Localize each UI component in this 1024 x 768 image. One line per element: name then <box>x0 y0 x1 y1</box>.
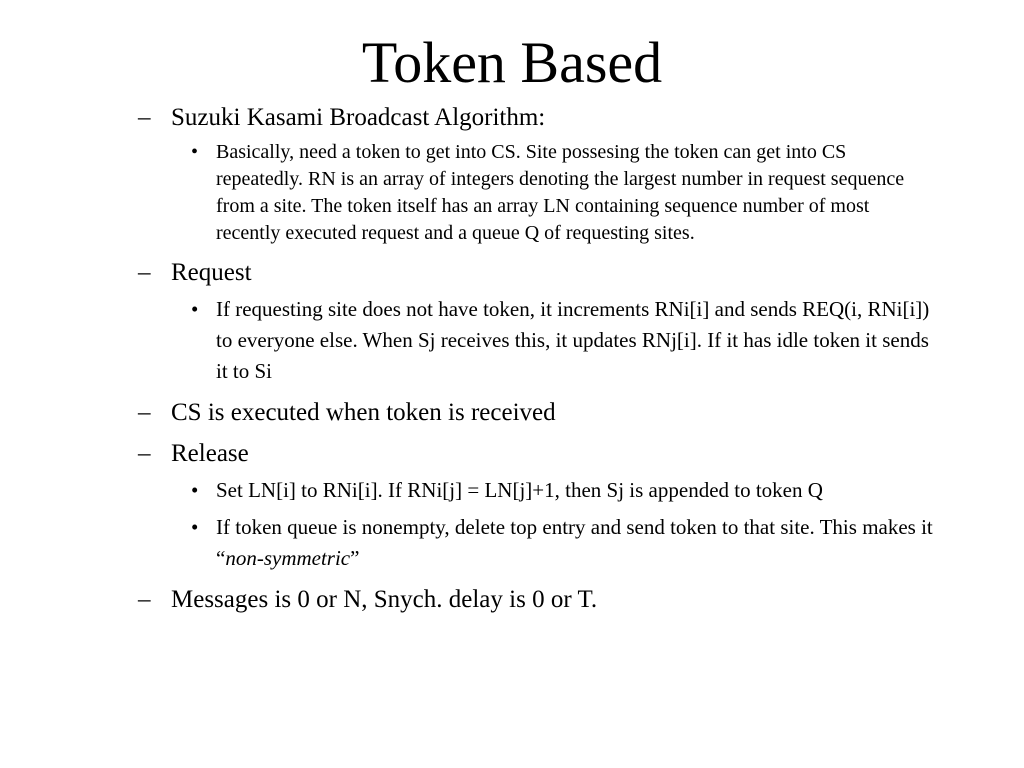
sub-list-item <box>171 512 938 574</box>
list-item <box>138 397 938 428</box>
bullet-dot: • <box>191 515 199 539</box>
item-text: Suzuki Kasami Broadcast Algorithm: <box>171 104 546 131</box>
emphasis-suffix: ” <box>350 546 360 570</box>
sub-list <box>171 139 938 247</box>
sub-list <box>171 475 938 574</box>
bullet-dot: • <box>191 478 199 502</box>
sub-list <box>171 294 938 387</box>
slide-content <box>138 102 938 615</box>
sub-item-text-wrapper <box>216 512 938 574</box>
dash-bullet: – <box>138 104 151 131</box>
dash-bullet: – <box>138 399 151 426</box>
item-text: Release <box>171 440 249 467</box>
dash-bullet: – <box>138 259 151 286</box>
sub-item-text: If token queue is nonempty, delete top entry and send token to that site. This makes it “ <box>216 515 933 570</box>
sub-list-item <box>171 475 938 506</box>
dash-bullet: – <box>138 586 151 613</box>
sub-item-text: Set LN[i] to RNi[i]. If RNi[j] = LN[j]+1, then Sj is appended to token Q <box>216 478 823 502</box>
emphasis-text: non-symmetric <box>225 546 351 570</box>
sub-list-item <box>171 139 938 247</box>
sub-item-text: Basically, need a token to get into CS. Site possesing the token can get into CS repeatedly. RN is an array of integers denoting the largest number in request sequence from a site. The token itself has an array LN containing sequence number of most recently executed request and a queue Q of requesting sites. <box>216 141 905 244</box>
slide-title: Token Based <box>361 30 663 95</box>
bullet-dot: • <box>191 297 199 321</box>
item-text: Messages is 0 or N, Snych. delay is 0 or T. <box>171 586 598 613</box>
item-text: Request <box>171 259 252 286</box>
list-item <box>138 257 938 387</box>
sub-list-item <box>171 294 938 387</box>
bullet-dot: • <box>191 141 199 163</box>
list-item <box>138 438 938 574</box>
list-item <box>138 102 938 247</box>
item-text: CS is executed when token is received <box>171 399 556 426</box>
list-item <box>138 584 938 615</box>
sub-item-text: If requesting site does not have token, it increments RNi[i] and sends REQ(i, RNi[i]) to everyone else. When Sj receives this, it updates RNj[i]. If it has idle token it sends it to Si <box>216 297 930 383</box>
dash-bullet: – <box>138 440 151 467</box>
